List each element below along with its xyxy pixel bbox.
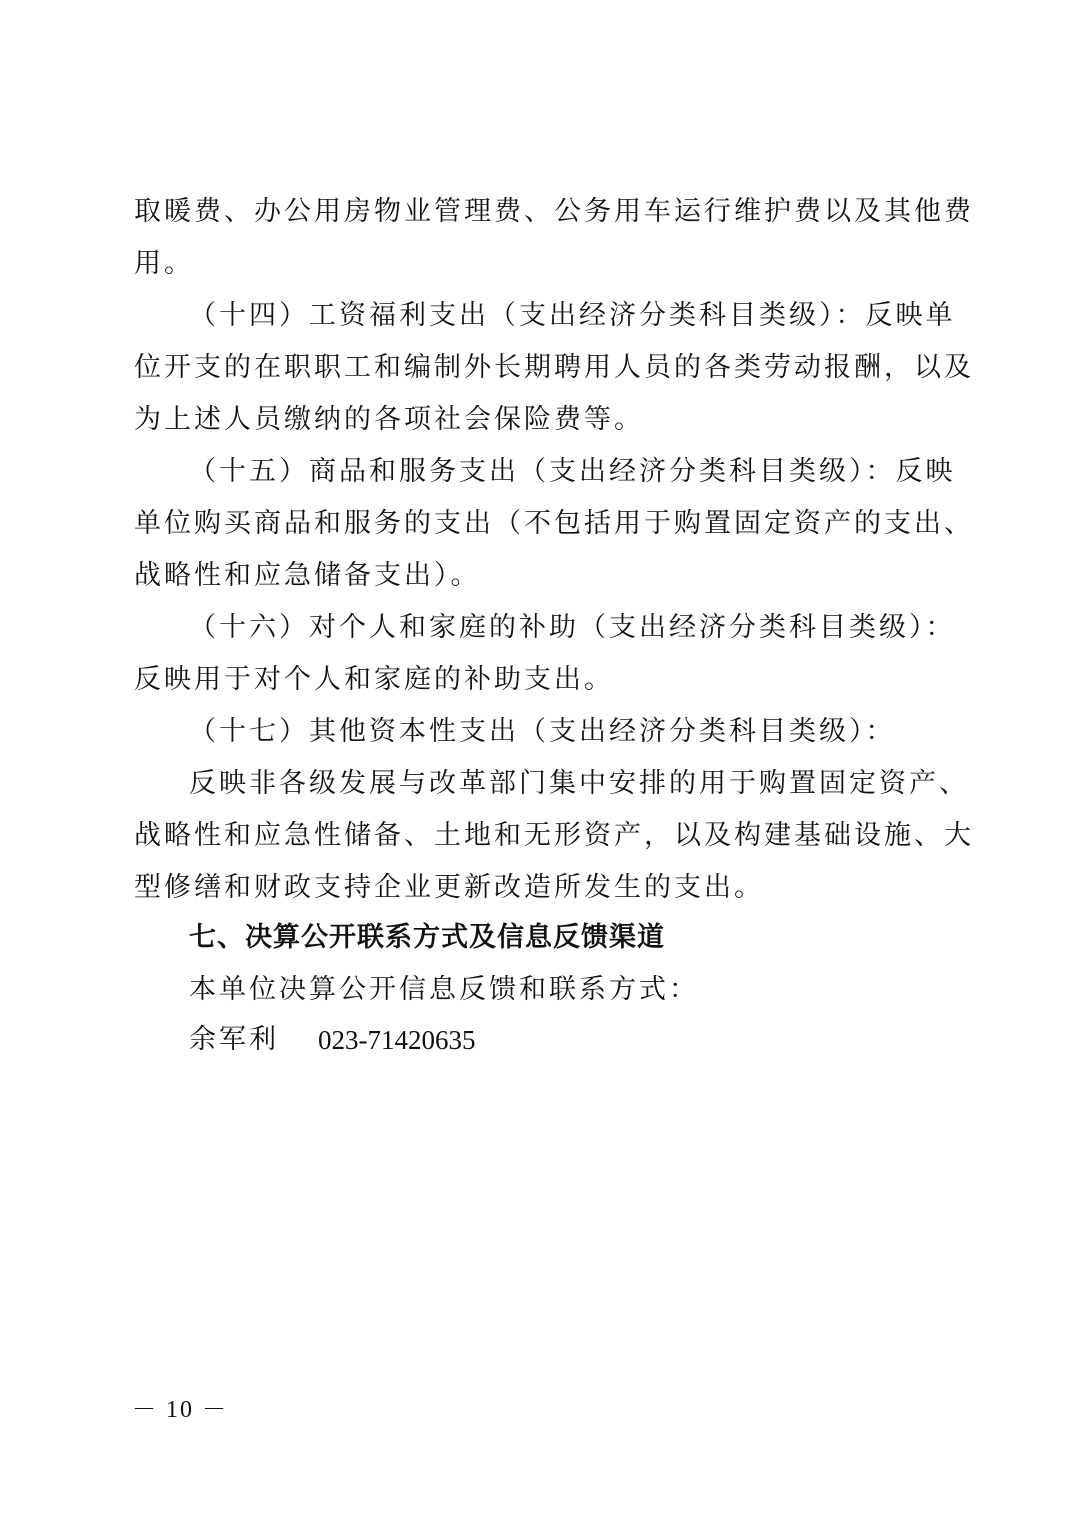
paragraph-line: 反映非各级发展与改革部门集中安排的用于购置固定资产、 bbox=[189, 768, 969, 799]
paragraph-line: 用。 bbox=[134, 248, 194, 279]
paragraph-line: （十七）其他资本性支出（支出经济分类科目类级）： bbox=[189, 716, 896, 747]
paragraph-line: 型修缮和财政支持企业更新改造所发生的支出。 bbox=[134, 872, 764, 903]
paragraph-line: （十四）工资福利支出（支出经济分类科目类级）：反映单 bbox=[189, 300, 956, 331]
paragraph-line: 战略性和应急性储备、土地和无形资产，以及构建基础设施、大 bbox=[134, 820, 974, 851]
contact-phone: 023-71420635 bbox=[318, 1025, 476, 1055]
page-number: － 10 － bbox=[132, 1397, 228, 1423]
paragraph-line: 战略性和应急储备支出）。 bbox=[134, 560, 481, 591]
contact-intro: 本单位决算公开信息反馈和联系方式： bbox=[189, 974, 699, 1005]
paragraph-line: 位开支的在职职工和编制外长期聘用人员的各类劳动报酬，以及 bbox=[134, 352, 974, 383]
paragraph-line: （十六）对个人和家庭的补助（支出经济分类科目类级）： bbox=[189, 612, 956, 643]
paragraph-line: 为上述人员缴纳的各项社会保险费等。 bbox=[134, 404, 644, 435]
paragraph-line: 取暖费、办公用房物业管理费、公务用车运行维护费以及其他费 bbox=[134, 196, 974, 227]
contact-name: 余军利 bbox=[189, 1024, 279, 1055]
paragraph-line: 反映用于对个人和家庭的补助支出。 bbox=[134, 664, 614, 695]
section-heading: 七、决算公开联系方式及信息反馈渠道 bbox=[189, 922, 665, 953]
paragraph-line: （十五）商品和服务支出（支出经济分类科目类级）：反映 bbox=[189, 456, 956, 487]
paragraph-line: 单位购买商品和服务的支出（不包括用于购置固定资产的支出、 bbox=[134, 508, 974, 539]
